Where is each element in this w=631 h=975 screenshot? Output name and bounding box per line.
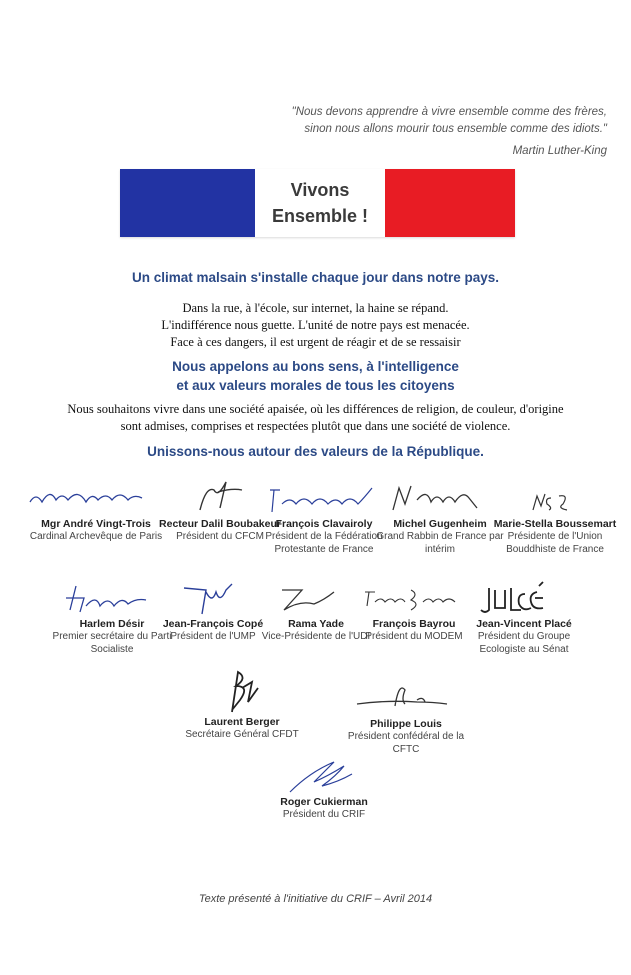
signatory-role: Premier secrétaire du Parti Socialiste — [52, 631, 172, 655]
flag-red-band — [385, 169, 515, 237]
signature-cukierman — [284, 758, 364, 794]
banner-line-2: Ensemble ! — [271, 206, 369, 226]
signatory-role: Président du CFCM — [176, 531, 264, 542]
paragraph-danger — [0, 300, 631, 351]
signatory-boussemart — [485, 480, 625, 556]
signature-vingt-trois — [26, 480, 166, 516]
heading-climate: Un climat malsain s'installe chaque jour dans notre pays. — [131, 270, 500, 285]
quote-line-1: "Nous devons apprendre à vivre ensemble comme des frères, — [291, 106, 607, 118]
flag-blue-band — [120, 169, 255, 237]
signatory-name: Jean-François Copé — [162, 618, 264, 630]
signatory-role: Secrétaire Général CFDT — [185, 729, 299, 740]
signature-boussemart — [525, 480, 585, 516]
heading-appeal — [0, 357, 631, 395]
signatory-role: Président du Groupe Ecologiste au Sénat — [477, 631, 571, 655]
signatory-name: Harlem Désir — [79, 618, 145, 630]
signatory-role: Président du CRIF — [282, 809, 366, 820]
french-flag-banner — [120, 169, 515, 237]
signatory-name: Rama Yade — [288, 618, 344, 630]
signature-louis — [351, 680, 461, 716]
signature-place — [479, 580, 569, 618]
signature-cope — [178, 580, 248, 616]
paragraph-danger-line-3: Face à ces dangers, il est urgent de réagir et de se ressaisir — [170, 335, 461, 349]
signatory-role: Président du MODEM — [365, 631, 463, 642]
signatory-role: Cardinal Archevêque de Paris — [29, 531, 163, 542]
signatory-berger — [172, 668, 312, 740]
footer-note: Texte présenté à l'initiative du CRIF – Avril 2014 — [198, 893, 433, 905]
signatory-role: Grand Rabbin de France par intérim — [376, 531, 504, 555]
signatory-vingt-trois — [26, 480, 166, 544]
signatory-role: Président de la Fédération Protestante de France — [265, 531, 383, 555]
signature-gugenheim — [385, 480, 495, 516]
signatory-role: Président de l'UMP — [170, 631, 256, 642]
quote-block — [187, 104, 607, 160]
signature-boubakeur — [190, 480, 250, 516]
paragraph-society — [0, 401, 631, 435]
paragraph-society-line-2: sont admises, comprises et respectées plutôt que dans une société de violence. — [120, 419, 511, 433]
signatory-name: Mgr André Vingt-Trois — [41, 518, 151, 530]
signatory-role: Président confédéral de la CFTC — [347, 731, 465, 755]
quote-line-2: sinon nous allons mourir tous ensemble comme des idiots." — [304, 123, 607, 135]
signatory-role: Présidente de l'Union Bouddhiste de France — [506, 531, 604, 555]
signatory-name: Roger Cukierman — [280, 796, 368, 808]
signatory-role: Vice-Présidente de l'UDI — [261, 631, 371, 642]
signatory-name: Jean-Vincent Placé — [476, 618, 572, 630]
signatory-name: Michel Gugenheim — [393, 518, 487, 530]
paragraph-society-line-1: Nous souhaitons vivre dans une société apaisée, où les différences de religion, de couleur, d'origine — [67, 402, 564, 416]
heading-appeal-line-1: Nous appelons au bons sens, à l'intelligence — [172, 359, 459, 374]
flag-white-band — [255, 169, 385, 237]
signatory-name: François Clavairoly — [275, 518, 373, 530]
heading-unite: Unissons-nous autour des valeurs de la République. — [147, 444, 484, 459]
paragraph-danger-line-1: Dans la rue, à l'école, sur internet, la haine se répand. — [182, 301, 449, 315]
signatory-place — [454, 580, 594, 656]
heading-appeal-line-2: et aux valeurs morales de tous les citoyens — [176, 378, 455, 393]
signatory-name: Laurent Berger — [204, 716, 280, 728]
signature-clavairoly — [264, 480, 384, 516]
signatory-cukierman — [254, 758, 394, 822]
signature-bayrou — [359, 580, 469, 616]
paragraph-danger-line-2: L'indifférence nous guette. L'unité de notre pays est menacée. — [161, 318, 470, 332]
signatory-name: Marie-Stella Boussemart — [493, 518, 617, 530]
signatory-name: François Bayrou — [372, 618, 456, 630]
signatory-name: Recteur Dalil Boubakeur — [159, 518, 281, 530]
signature-berger — [212, 668, 272, 716]
signatory-name: Philippe Louis — [370, 718, 442, 730]
banner-line-1: Vivons — [290, 180, 350, 200]
signatory-louis — [336, 680, 476, 756]
quote-author: Martin Luther-King — [512, 145, 607, 157]
